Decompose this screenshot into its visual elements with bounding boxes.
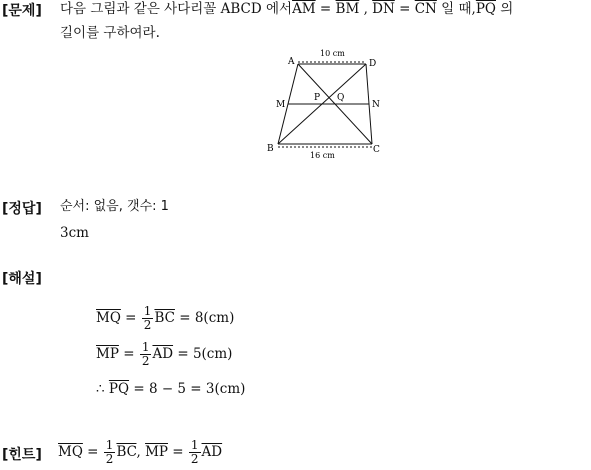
- denominator: 2: [190, 452, 199, 466]
- explanation-line3: [96, 374, 245, 404]
- numerator: 1: [190, 438, 199, 452]
- problem-text-line2: 길이를 구하여라.: [60, 25, 160, 41]
- segment-mq: $\overline{MQ}$: [58, 444, 83, 460]
- equals: =: [167, 444, 188, 460]
- problem-text-part3: 의: [496, 1, 514, 17]
- top-length: 10 cm: [320, 49, 345, 58]
- answer-meta: 순서: 없음, 갯수: 1: [60, 199, 169, 214]
- problem-label: [문제]: [2, 3, 42, 19]
- label-c: C: [373, 145, 380, 155]
- problem-text-line1: [60, 0, 513, 18]
- segment-mp: $\overline{MP}$: [96, 346, 119, 362]
- result: = 8 − 5 = 3(cm): [129, 381, 246, 397]
- label-p: P: [314, 93, 321, 103]
- denominator: 2: [143, 318, 152, 332]
- segment-dn: $\overline{DN}$: [372, 1, 395, 17]
- label-n: N: [372, 100, 380, 110]
- segment-ad: $\overline{AD}$: [152, 346, 174, 362]
- result: = 8(cm): [174, 310, 235, 326]
- segment-am: $\overline{AM}$: [292, 1, 316, 17]
- segment-bm: $\overline{BM}$: [335, 1, 360, 17]
- equals: =: [118, 346, 139, 362]
- fraction-half: [104, 439, 116, 466]
- segment-pq: $\overline{PQ}$: [108, 381, 130, 397]
- segment-bc: $\overline{BC}$: [116, 444, 137, 460]
- equals: =: [120, 310, 141, 326]
- fraction-half: [140, 341, 152, 368]
- result: = 5(cm): [173, 346, 233, 362]
- denominator: 2: [141, 354, 150, 368]
- answer-label: [정답]: [2, 201, 42, 217]
- explanation-label: [해설]: [2, 271, 42, 287]
- label-b: B: [267, 144, 274, 154]
- answer-value: 3cm: [60, 225, 89, 241]
- label-a: A: [288, 57, 295, 67]
- explanation-line2: [96, 339, 232, 369]
- problem-text-part2: 일 때,: [436, 1, 476, 17]
- segment-pq: $\overline{PQ}$: [475, 1, 496, 17]
- fraction-half: [189, 439, 201, 466]
- bottom-length: 16 cm: [310, 151, 335, 160]
- fraction-half: [142, 305, 154, 332]
- problem-text-part1: 다음 그림과 같은 사다리꼴 ABCD 에서: [60, 1, 293, 17]
- comma-1: ,: [359, 1, 373, 17]
- numerator: 1: [105, 438, 114, 452]
- segment-ad: $\overline{AD}$: [201, 444, 223, 460]
- label-m: M: [276, 100, 286, 110]
- separator: ,: [136, 444, 146, 460]
- segment-bc: $\overline{BC}$: [154, 310, 175, 326]
- label-d: D: [369, 59, 377, 69]
- trapezoid-figure: [262, 44, 392, 164]
- segment-mq: $\overline{MQ}$: [96, 310, 121, 326]
- equals: =: [82, 444, 103, 460]
- label-q: Q: [337, 93, 345, 103]
- equals-2: =: [394, 1, 415, 17]
- hint-equation: [58, 437, 222, 467]
- denominator: 2: [105, 452, 114, 466]
- segment-cn: $\overline{CN}$: [414, 1, 437, 17]
- segment-mp: $\overline{MP}$: [145, 444, 168, 460]
- equals-1: =: [315, 1, 336, 17]
- numerator: 1: [143, 304, 152, 318]
- numerator: 1: [141, 340, 150, 354]
- hint-label: [힌트]: [2, 447, 42, 463]
- therefore-symbol: ∴: [96, 381, 109, 397]
- explanation-line1: [96, 303, 234, 333]
